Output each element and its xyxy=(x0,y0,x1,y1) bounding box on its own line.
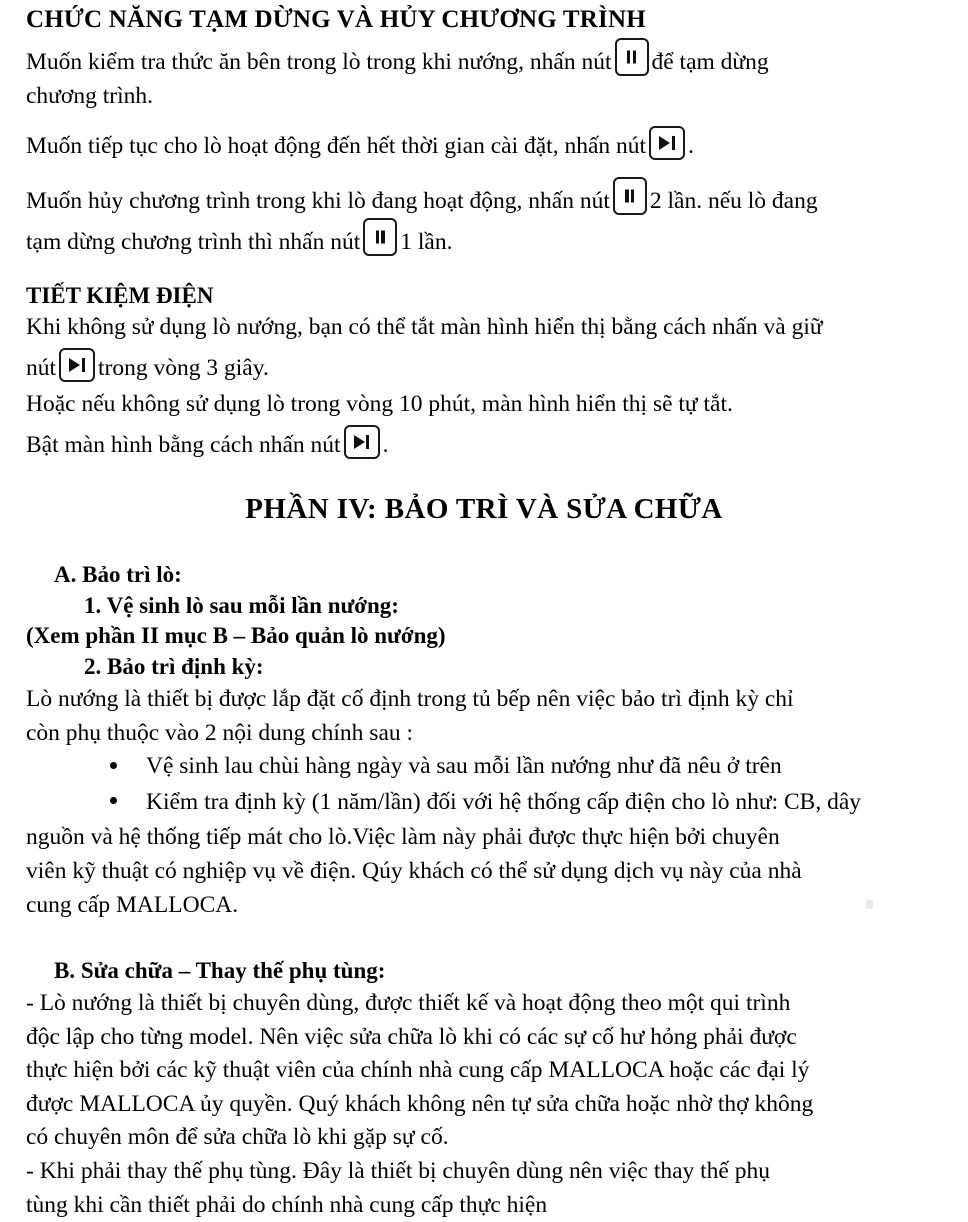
power-save-line-2-after: trong vòng 3 giây. xyxy=(98,354,269,381)
play-skip-button-icon xyxy=(649,126,685,160)
power-save-line-3: Hoặc nếu không sử dụng lò trong vòng 10 phút, màn hình hiển thị sẽ tự tắt. xyxy=(26,391,733,418)
bullet-dot-icon xyxy=(110,762,117,769)
section-b-para-1-line-4: được MALLOCA ủy quyền. Quý khách không nên tự sửa chữa hoặc nhờ thợ không xyxy=(26,1090,814,1117)
section-b-heading: B. Sửa chữa – Thay thế phụ tùng: xyxy=(54,958,386,984)
pause-para-1 xyxy=(26,38,942,113)
section-a-item-2: 2. Bảo trì định kỳ: xyxy=(84,654,264,680)
pause-para-1-line2: chương trình. xyxy=(26,82,153,109)
pause-para-2-text-after: . xyxy=(688,133,694,160)
play-skip-button-icon xyxy=(344,425,380,459)
power-save-line-4-after: . xyxy=(382,431,389,458)
section-b-para-1-line-1: - Lò nướng là thiết bị chuyên dùng, được thiết kế và hoạt động theo một qui trình xyxy=(26,990,791,1017)
pause-para-3-text-before: Muốn hủy chương trình trong khi lò đang hoạt động, nhấn nút xyxy=(26,187,610,214)
pause-button-icon xyxy=(613,177,647,215)
power-save-line-4-before: Bật màn hình bằng cách nhấn nút xyxy=(26,431,341,458)
scan-artifact xyxy=(866,900,873,909)
pause-section-heading: CHỨC NĂNG TẠM DỪNG VÀ HỦY CHƯƠNG TRÌNH xyxy=(26,6,646,33)
bullet-2-continuation-line-2: viên kỹ thuật có nghiệp vụ về điện. Qúy khách có thể sử dụng dịch vụ này của nhà xyxy=(26,858,802,885)
list-item-label: Vệ sinh lau chùi hàng ngày và sau mỗi lần nướng như đã nêu ở trên xyxy=(146,753,782,780)
pause-para-1-text-after: để tạm dừng xyxy=(651,48,769,75)
pause-para-2 xyxy=(26,126,942,164)
section-b-para-1-line-2: độc lập cho từng model. Nên việc sửa chữa lò khi có các sự cố hư hỏng phải được xyxy=(26,1023,797,1050)
part-four-title: PHẦN IV: BẢO TRÌ VÀ SỬA CHỮA xyxy=(245,492,723,525)
power-save-line-2 xyxy=(26,348,942,386)
bullet-dot-icon xyxy=(110,797,117,804)
bullet-2-continuation-line-3: cung cấp MALLOCA. xyxy=(26,891,239,918)
section-a-paragraph-line-1: Lò nướng là thiết bị được lắp đặt cố định trong tủ bếp nên việc bảo trì định kỳ chỉ xyxy=(26,686,794,713)
bullet-2-continuation-line-1: nguồn và hệ thống tiếp mát cho lò.Việc làm này phải được thực hiện bởi chuyên xyxy=(26,824,780,851)
section-a-heading: A. Bảo trì lò: xyxy=(54,561,182,587)
section-a-paragraph-line-2: còn phụ thuộc vào 2 nội dung chính sau : xyxy=(26,719,414,746)
pause-para-2-text-before: Muốn tiếp tục cho lò hoạt động đến hết thời gian cài đặt, nhấn nút xyxy=(26,133,647,160)
power-save-line-1: Khi không sử dụng lò nướng, bạn có thể tắt màn hình hiển thị bằng cách nhấn và giữ xyxy=(26,314,823,341)
power-save-heading: TIẾT KIỆM ĐIỆN xyxy=(26,282,214,308)
pause-para-3-text-after: 2 lần. nếu lò đang xyxy=(649,187,818,214)
pause-button-icon xyxy=(363,218,397,256)
section-a-item-1: 1. Vệ sinh lò sau mỗi lần nướng: xyxy=(84,592,399,618)
pause-para-3 xyxy=(26,177,942,260)
section-b-para-2-line-1: - Khi phải thay thế phụ tùng. Đây là thiết bị chuyên dùng nên việc thay thế phụ xyxy=(26,1158,770,1185)
power-save-line-2-before: nút xyxy=(26,354,57,381)
section-b-para-1-line-3: thực hiện bởi các kỹ thuật viên của chính nhà cung cấp MALLOCA hoặc các đại lý xyxy=(26,1057,810,1084)
maintenance-bullet-list xyxy=(26,750,942,819)
pause-button-icon xyxy=(615,38,649,76)
list-item-label: Kiểm tra định kỳ (1 năm/lần) đối với hệ thống cấp điện cho lò như: CB, dây xyxy=(146,788,862,815)
play-skip-button-icon xyxy=(59,348,95,382)
section-a-item-1-note: (Xem phần II mục B – Bảo quản lò nướng) xyxy=(26,623,446,649)
pause-para-3-line2-after: 1 lần. xyxy=(400,229,453,256)
pause-para-3-line2-before: tạm dừng chương trình thì nhấn nút xyxy=(26,229,361,256)
list-item xyxy=(26,750,942,784)
pause-para-1-text-before: Muốn kiểm tra thức ăn bên trong lò trong khi nướng, nhấn nút xyxy=(26,48,612,75)
section-b-para-2-line-2: tùng khi cần thiết phải do chính nhà cung cấp thực hiện xyxy=(26,1191,548,1218)
power-save-line-4 xyxy=(26,425,942,463)
list-item xyxy=(26,786,942,820)
section-b-para-1-line-5: có chuyên môn để sửa chữa lò khi gặp sự cố. xyxy=(26,1124,449,1151)
